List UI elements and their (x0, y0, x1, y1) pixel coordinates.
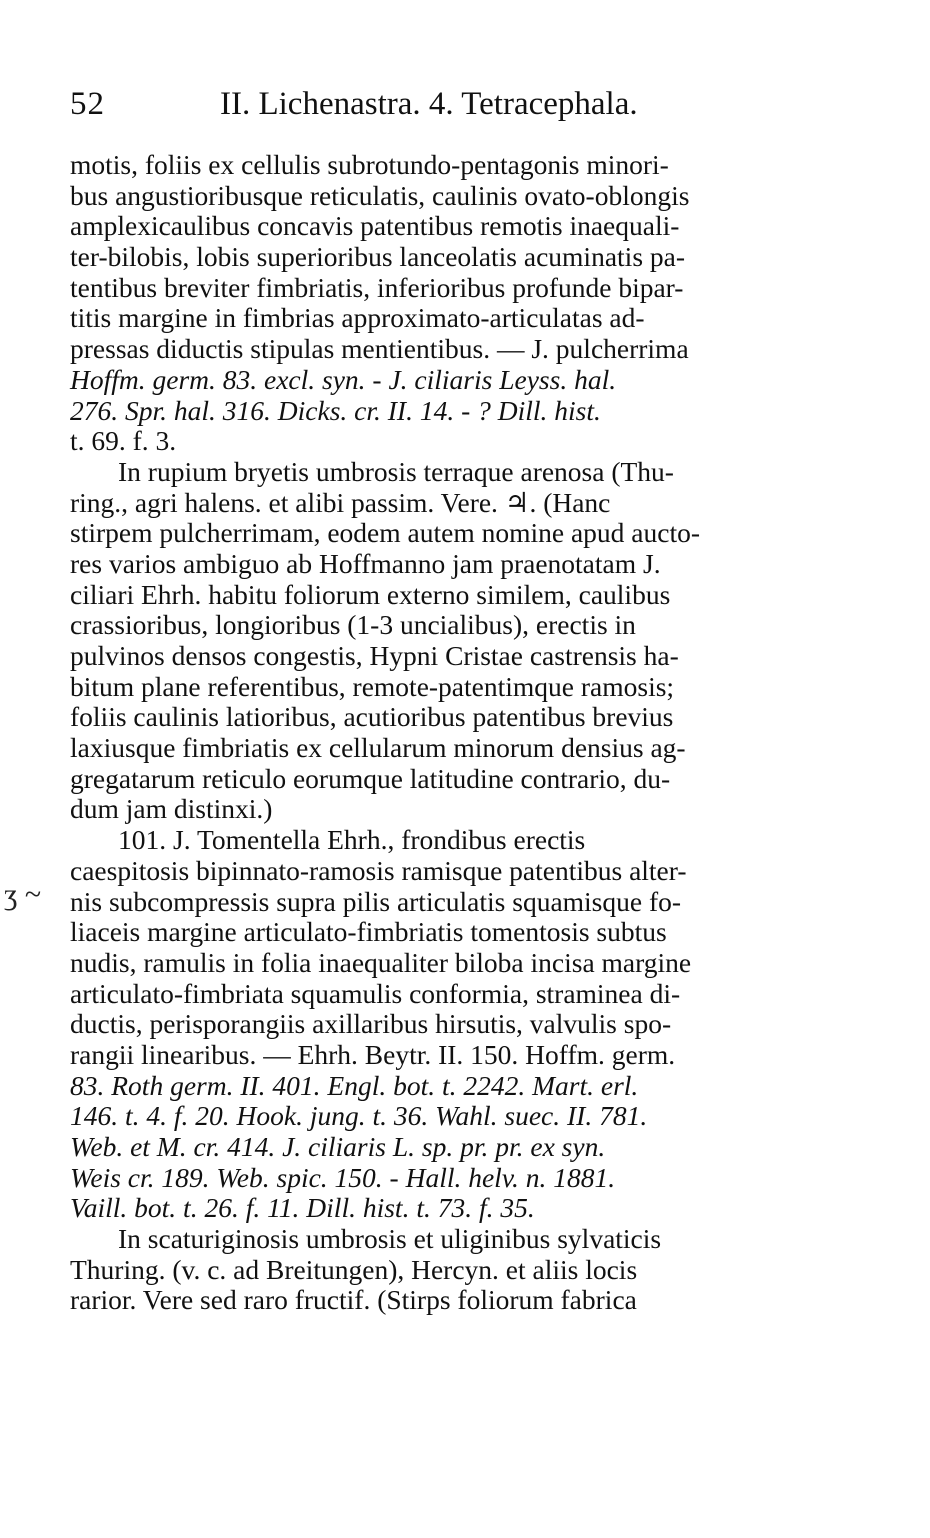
citation-line: t. 69. f. 3. (70, 425, 177, 457)
text-line: caespitosis bipinnato-ramosis ramisque patentibus alter- (70, 854, 687, 886)
text-line: foliis caulinis latioribus, acutioribus patentibus brevius (70, 701, 674, 733)
text-line: amplexicaulibus concavis patentibus remotis inaequali- (70, 210, 680, 242)
text-line: crassioribus, longioribus (1-3 uncialibus), erectis in (70, 609, 636, 641)
citation-line: Vaill. bot. t. 26. f. 11. Dill. hist. t. 73. f. 35. (70, 1192, 535, 1224)
citation-line: Weis cr. 189. Web. spic. 150. - Hall. helv. n. 1881. (70, 1161, 616, 1193)
text-line: gregatarum reticulo eorumque latitudine contrario, du- (70, 762, 671, 794)
text-line: res varios ambiguo ab Hoffmanno jam praenotatam J. (70, 547, 661, 579)
text-line: pulvinos densos congestis, Hypni Cristae castrensis ha- (70, 640, 679, 671)
text-line: nudis, ramulis in folia inaequaliter biloba incisa margine (70, 946, 692, 978)
page-body (70, 150, 874, 1316)
citation-line: 83. Roth germ. II. 401. Engl. bot. t. 2242. Mart. erl. (70, 1069, 639, 1101)
text-line: rarior. Vere sed raro fructif. (Stirps foliorum fabrica (70, 1284, 637, 1316)
text-line: ring., agri halens. et alibi passim. Vere. ♃. (Hanc (70, 486, 611, 518)
text-line: pressas diductis stipulas mentientibus. — J. pulcherrima (70, 333, 689, 365)
citation-line: rangii linearibus. — Ehrh. Beytr. II. 150. Hoffm. germ. (70, 1038, 676, 1070)
habitat-line: In scaturiginosis umbrosis et uliginibus sylvaticis (118, 1223, 662, 1255)
running-header (70, 84, 870, 124)
habitat-line: In rupium bryetis umbrosis terraque arenosa (Thu- (118, 455, 674, 487)
text-line: laxiusque fimbriatis ex cellularum minorum densius ag- (70, 732, 686, 764)
text-line: bus angustioribusque reticulatis, caulinis ovato-oblongis (70, 179, 690, 211)
text-line: Thuring. (v. c. ad Breitungen), Hercyn. et aliis locis (70, 1253, 638, 1285)
citation-line: Hoffm. germ. 83. excl. syn. - J. ciliaris Leyss. hal. (70, 363, 617, 395)
species-heading-line: 101. J. Tomentella Ehrh., frondibus erectis (118, 824, 586, 856)
text-line: ter-bilobis, lobis superioribus lanceolatis acuminatis pa- (70, 241, 686, 273)
text-line: motis, foliis ex cellulis subrotundo-pentagonis minori- (70, 149, 669, 180)
text-line: ciliari Ehrh. habitu foliorum externo similem, caulibus (70, 578, 671, 610)
citation-line: 276. Spr. hal. 316. Dicks. cr. II. 14. - ? Dill. hist. (70, 394, 601, 426)
citation-line: 146. t. 4. f. 20. Hook. jung. t. 36. Wahl. suec. II. 781. (70, 1100, 648, 1132)
text-line: dum jam distinxi.) (70, 793, 273, 825)
text-line: tentibus breviter fimbriatis, inferioribus profunde bipar- (70, 271, 684, 303)
text-line: liaceis margine articulato-fimbriatis tomentosis subtus (70, 916, 667, 948)
text-line: stirpem pulcherrimam, eodem autem nomine apud aucto- (70, 517, 701, 549)
text-line: titis margine in fimbrias approximato-articulatas ad- (70, 302, 645, 334)
page-number: 52 (70, 86, 105, 122)
margin-annotation: ʒ ~ (4, 878, 42, 911)
text-line: articulato-fimbriata squamulis conformia, straminea di- (70, 977, 681, 1009)
text-line: ductis, perisporangiis axillaribus hirsutis, valvulis spo- (70, 1008, 672, 1040)
text-line: nis subcompressis supra pilis articulatis squamisque fo- (70, 885, 682, 917)
text-line: bitum plane referentibus, remote-patentimque ramosis; (70, 670, 675, 702)
running-title: II. Lichenastra. 4. Tetracephala. (220, 86, 638, 122)
citation-line: Web. et M. cr. 414. J. ciliaris L. sp. pr. pr. ex syn. (70, 1131, 606, 1162)
